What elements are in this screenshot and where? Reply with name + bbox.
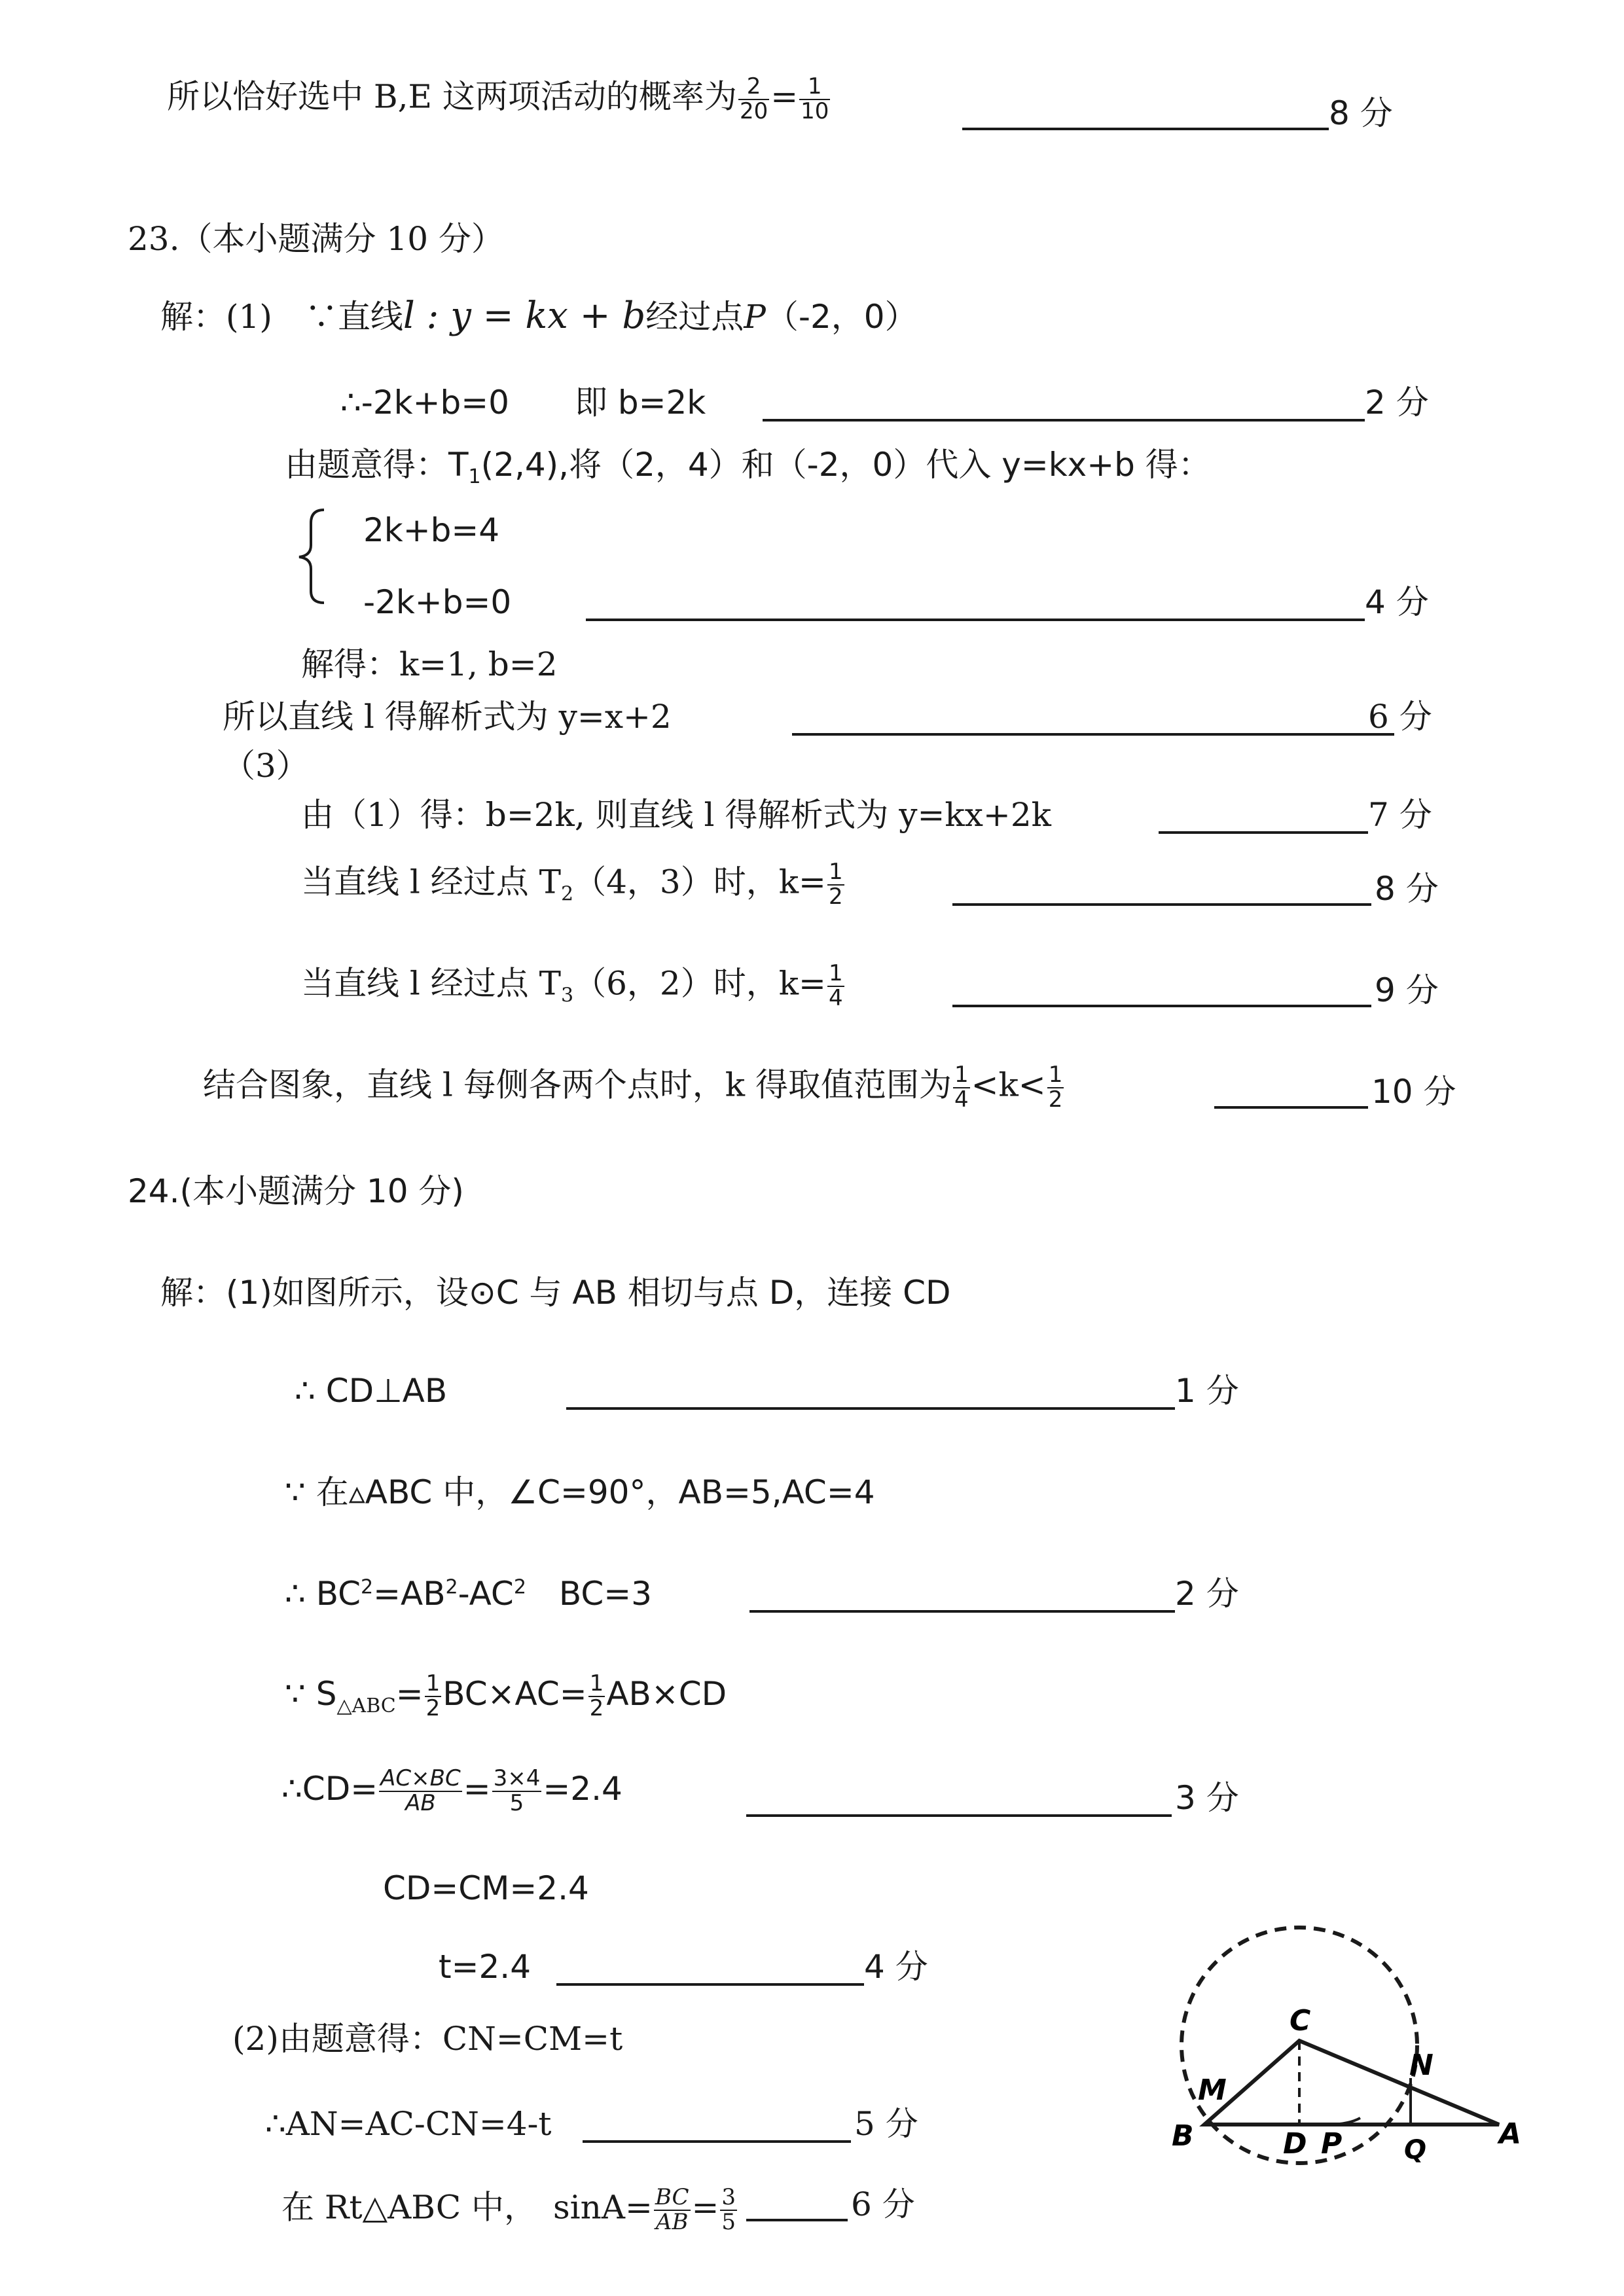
q24-line-1: 解：(1)如图所示，设⊙C 与 AB 相切与点 D，连接 CD	[160, 1274, 951, 1312]
q23-line-9: 当直线 l 经过点 $T_2(4$，3）时，k= $\frac{1}{2}$	[301, 859, 843, 910]
answer-blank	[746, 1814, 1172, 1817]
fraction: $\frac{1}{2}$	[828, 859, 843, 910]
fraction: $\frac{1}{2}$	[1048, 1062, 1063, 1113]
equation-brace	[291, 507, 331, 605]
fraction: $\frac{3}{5}$	[721, 2184, 736, 2235]
score-label: 8 分	[1329, 94, 1393, 132]
score-label: 7 分	[1368, 796, 1432, 834]
q23-line-11: 结合图象，直线 l 每侧各两个点时，k 得取值范围为 $\frac{1}{4}$ <k< $\frac{1}{2}$	[203, 1062, 1063, 1113]
answer-blank	[1214, 1106, 1368, 1109]
q23-line-5: 解得：k=1, b=2	[301, 645, 558, 683]
fraction: $\frac{1}{2}$	[425, 1670, 441, 1721]
score-label: 6 分	[1368, 698, 1432, 736]
q24-line-7: CD=CM=2.4	[383, 1869, 589, 1907]
label-p: P	[1321, 2127, 1343, 2161]
q23-line-2: ∴-2k+b=0 即 b=2k	[340, 384, 706, 422]
answer-blank	[763, 419, 1365, 422]
q24-line-4: ∴ $BC^2=AB^2-AC^2$ BC=3	[285, 1575, 652, 1613]
score-label: 4 分	[1365, 583, 1429, 621]
answer-blank	[583, 2140, 851, 2143]
fraction: $\frac{3\times 4}{5}$	[493, 1765, 541, 1816]
score-label: 9 分	[1375, 971, 1439, 1009]
label-n: N	[1409, 2049, 1434, 2082]
q24-line-2: ∴ CD⊥AB	[295, 1372, 448, 1410]
answer-blank	[952, 1005, 1371, 1007]
triangle-abc	[1204, 2041, 1499, 2125]
answer-blank	[746, 2219, 848, 2221]
q23-title: 23.（本小题满分 10 分）	[128, 220, 504, 258]
q23-line-8: 由（1）得：b=2k, 则直线 l 得解析式为 y=kx+2k	[301, 796, 1051, 834]
label-d: D	[1283, 2127, 1307, 2161]
label-b: B	[1172, 2119, 1194, 2153]
answer-blank	[792, 733, 1394, 736]
q23-line-6: 所以直线 l 得解析式为 y=x+2	[223, 698, 672, 736]
answer-blank	[1159, 831, 1368, 834]
score-label: 4 分	[864, 1948, 928, 1986]
answer-blank	[566, 1407, 1175, 1410]
score-label: 2 分	[1365, 384, 1429, 422]
label-c: C	[1290, 2004, 1311, 2037]
q22-probability-line: 所以恰好选中 B,E 这两项活动的概率为 $\frac{2}{20}$ = $\frac{1}{10}$	[167, 73, 829, 124]
label-m: M	[1198, 2073, 1227, 2107]
score-label: 1 分	[1175, 1372, 1239, 1410]
score-label: 2 分	[1175, 1575, 1239, 1613]
score-label: 3 分	[1175, 1779, 1239, 1817]
answer-blank	[556, 1983, 864, 1986]
fraction: $\frac{1}{4}$	[828, 960, 843, 1011]
fraction: $\frac{2}{20}$	[739, 73, 768, 124]
score-label: 10 分	[1371, 1073, 1456, 1111]
answer-blank	[952, 903, 1371, 906]
score-label: 6 分	[851, 2185, 915, 2223]
answer-blank	[962, 128, 1329, 130]
q24-line-8: t=2.4	[439, 1948, 532, 1986]
fraction: $\frac{BC}{AB}$	[655, 2184, 689, 2235]
q24-line-9: (2)由题意得：CN=CM=t	[232, 2020, 623, 2058]
geometry-figure	[1152, 1918, 1522, 2219]
q23-line-1: 解：(1) ∵直线l : y = kx + b经过点P（-2，0）	[160, 295, 918, 337]
q24-line-6: ∴CD= $\frac{AC\times BC}{AB}$ = $\frac{3\times 4}{5}$ =2.4	[281, 1765, 623, 1816]
score-label: 8 分	[1375, 870, 1439, 908]
q24-line-10: ∴AN=AC-CN=4-t	[265, 2105, 552, 2143]
q24-line-5: ∵ $S_{\triangle ABC}=$ $\frac{1}{2}$ BC×AC= $\frac{1}{2}$ AB×CD	[285, 1670, 727, 1721]
q23-equation-1: 2k+b=4	[363, 511, 500, 549]
fraction: $\frac{AC\times BC}{AB}$	[380, 1765, 461, 1816]
answer-blank	[586, 619, 1365, 621]
fraction: $\frac{1}{4}$	[954, 1062, 969, 1113]
q23-line-3: 由题意得：$T_1(2,4)$,将（2，4）和（-2，0）代入 y=kx+b 得：	[285, 446, 1211, 488]
q23-equation-2: -2k+b=0	[363, 583, 512, 621]
fraction: $\frac{1}{10}$	[801, 73, 829, 124]
fraction: $\frac{1}{2}$	[589, 1670, 604, 1721]
score-label: 5 分	[854, 2105, 918, 2143]
q24-title: 24.(本小题满分 10 分)	[128, 1172, 464, 1210]
answer-blank	[749, 1610, 1175, 1613]
q23-line-7: （3）	[223, 747, 309, 785]
label-q: Q	[1404, 2135, 1427, 2165]
label-a: A	[1499, 2117, 1522, 2151]
q23-line-10: 当直线 l 经过点 $T_3(6$，2）时，k= $\frac{1}{4}$	[301, 960, 843, 1011]
q24-line-11: 在 Rt△ABC 中， sinA= $\frac{BC}{AB}$ = $\frac{3}{5}$	[281, 2184, 736, 2235]
q22-text: 所以恰好选中 B,E 这两项活动的概率为	[167, 77, 737, 116]
q24-line-3: ∵ 在▵ABC 中，∠C=90°，AB=5,AC=4	[285, 1473, 875, 1511]
